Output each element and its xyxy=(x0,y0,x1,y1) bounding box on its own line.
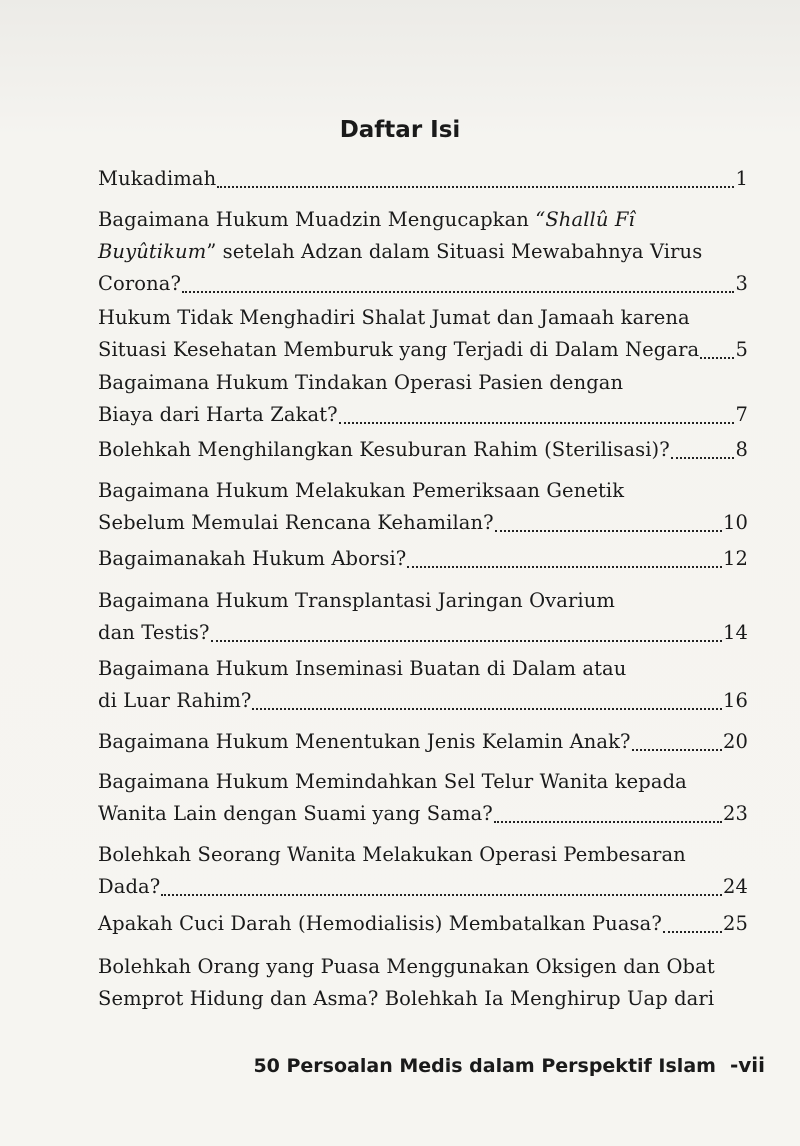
dot-leader xyxy=(211,640,722,642)
toc-entry[interactable] xyxy=(98,543,748,575)
dot-leader xyxy=(671,457,735,459)
toc-entry-title: Bagaimana Hukum Memindahkan Sel Telur Wanita kepada xyxy=(98,770,687,793)
book-title: 50 Persoalan Medis dalam Perspektif Islam xyxy=(253,1055,716,1077)
dot-leader xyxy=(700,357,734,359)
toc-page-number: 20 xyxy=(722,730,748,753)
toc-page-number: 5 xyxy=(735,338,748,361)
toc-entry[interactable] xyxy=(98,839,748,903)
toc-entry[interactable] xyxy=(98,204,748,300)
toc-entry-title: ” setelah Adzan dalam Situasi Mewabahnya Virus xyxy=(206,240,703,263)
toc-page-number: 8 xyxy=(735,438,748,461)
dot-leader xyxy=(217,186,734,188)
toc-entry-title: Bolehkah Menghilangkan Kesuburan Rahim (Sterilisasi)? xyxy=(98,438,670,461)
toc-entry-title: Hukum Tidak Menghadiri Shalat Jumat dan Jamaah karena xyxy=(98,306,690,329)
toc-entry-title: di Luar Rahim? xyxy=(98,689,252,712)
toc-page-number: 25 xyxy=(722,912,748,935)
toc-entry[interactable] xyxy=(98,585,748,649)
page-footer xyxy=(0,1053,765,1077)
toc-entry-title: Situasi Kesehatan Memburuk yang Terjadi di Dalam Negara xyxy=(98,338,700,361)
toc-entry-title-italic: Buyûtikum xyxy=(98,240,207,263)
toc-entry-title: Sebelum Memulai Rencana Kehamilan? xyxy=(98,511,494,534)
toc-page-number: 24 xyxy=(722,875,748,898)
toc-page-number: 7 xyxy=(735,403,748,426)
toc-entry-title: Bagaimana Hukum Tindakan Operasi Pasien dengan xyxy=(98,371,624,394)
page-title: Daftar Isi xyxy=(339,117,461,143)
toc-entry[interactable] xyxy=(98,302,748,366)
toc-entry[interactable] xyxy=(98,163,748,195)
toc-page-number: 1 xyxy=(735,167,748,190)
toc-page-number: 12 xyxy=(722,547,748,570)
toc-entry-title: dan Testis? xyxy=(98,621,210,644)
toc-entry-title-italic: “Shallû Fî xyxy=(535,208,635,231)
toc-entry-title: Bagaimana Hukum Muadzin Mengucapkan xyxy=(98,208,529,231)
dot-leader xyxy=(339,422,735,424)
toc-entry[interactable] xyxy=(98,726,748,758)
toc-page-number: 23 xyxy=(722,802,748,825)
toc-entry-title: Biaya dari Harta Zakat? xyxy=(98,403,338,426)
toc-entry-title: Bolehkah Seorang Wanita Melakukan Operasi Pembesaran xyxy=(98,843,686,866)
toc-entry[interactable] xyxy=(98,908,748,940)
toc-entry[interactable] xyxy=(98,653,748,717)
toc-entry[interactable] xyxy=(98,951,748,1015)
toc-entry-title: Corona? xyxy=(98,272,182,295)
dot-leader xyxy=(663,931,722,933)
toc-page-number: 14 xyxy=(722,621,748,644)
toc-entry-title: Semprot Hidung dan Asma? Bolehkah Ia Menghirup Uap dari xyxy=(98,987,715,1010)
dot-leader xyxy=(182,291,734,293)
toc-page-number: 3 xyxy=(735,272,748,295)
toc-entry-title: Bagaimana Hukum Inseminasi Buatan di Dalam atau xyxy=(98,657,627,680)
toc-page-number: 16 xyxy=(722,689,748,712)
dot-leader xyxy=(632,749,722,751)
toc-entry[interactable] xyxy=(98,434,748,466)
dot-leader xyxy=(407,566,722,568)
dot-leader xyxy=(494,821,722,823)
toc-entry-title: Apakah Cuci Darah (Hemodialisis) Membatalkan Puasa? xyxy=(98,912,662,935)
toc-entry[interactable] xyxy=(98,475,748,539)
toc-entry-title: Bagaimana Hukum Menentukan Jenis Kelamin Anak? xyxy=(98,730,631,753)
toc-entry-title: Dada? xyxy=(98,875,161,898)
toc-page-number: 10 xyxy=(722,511,748,534)
toc-entry-title: Bagaimanakah Hukum Aborsi? xyxy=(98,547,407,570)
toc-entry-title: Bagaimana Hukum Melakukan Pemeriksaan Genetik xyxy=(98,479,625,502)
dot-leader xyxy=(161,894,722,896)
dot-leader xyxy=(252,708,722,710)
page-number: -vii xyxy=(729,1053,765,1077)
toc-entry-title: Bagaimana Hukum Transplantasi Jaringan Ovarium xyxy=(98,589,616,612)
toc-entry[interactable] xyxy=(98,766,748,830)
toc-entry-title: Wanita Lain dengan Suami yang Sama? xyxy=(98,802,493,825)
dot-leader xyxy=(495,530,722,532)
toc-entry-title: Mukadimah xyxy=(98,167,217,190)
toc-entry-title: Bolehkah Orang yang Puasa Menggunakan Oksigen dan Obat xyxy=(98,955,715,978)
toc-entry[interactable] xyxy=(98,367,748,431)
